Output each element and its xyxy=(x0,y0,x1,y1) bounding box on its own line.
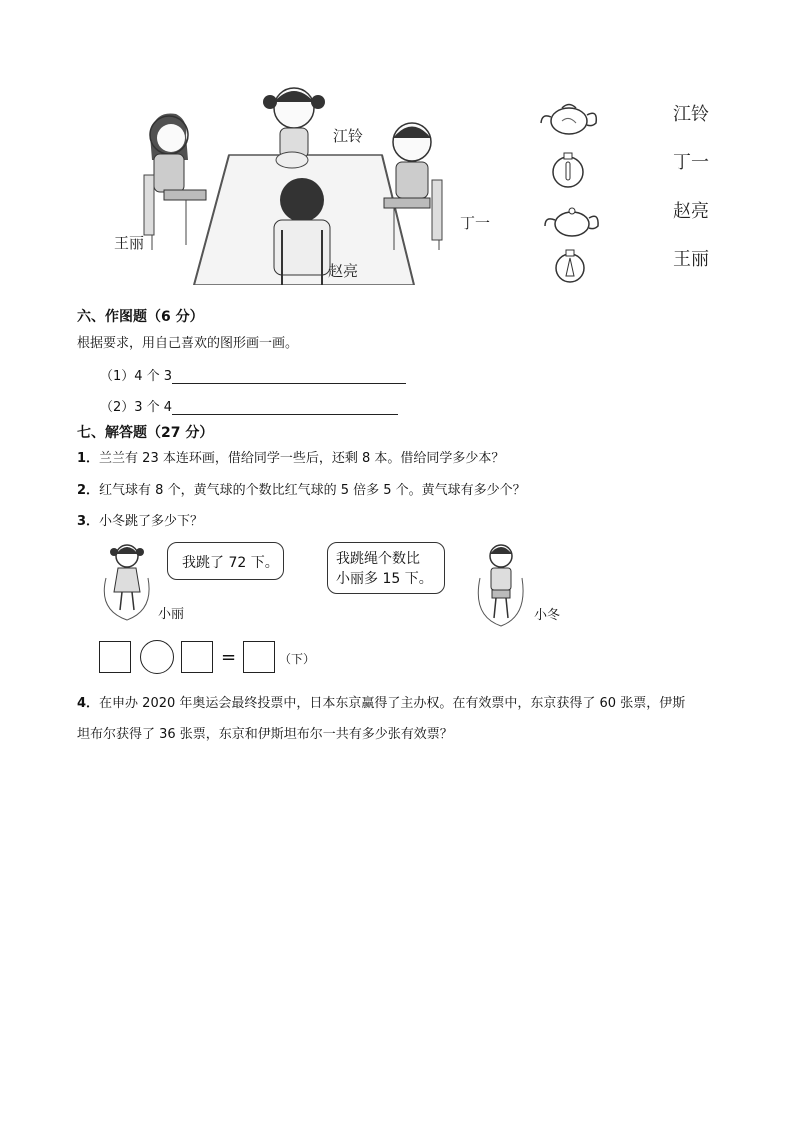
question-4-number: 4． xyxy=(77,696,100,711)
question-3-number: 3． xyxy=(77,514,100,529)
teapot-side-icon xyxy=(538,97,600,137)
speech-bubble-right-line1: 我跳绳个数比 xyxy=(336,551,420,567)
equation-box-1[interactable] xyxy=(99,641,131,673)
girl-wangli-figure xyxy=(144,113,206,250)
question-1 xyxy=(77,447,504,466)
section6-item-2 xyxy=(100,396,398,415)
question-3 xyxy=(77,510,203,529)
label-wangli: 王丽 xyxy=(114,234,145,252)
match-name-2: 丁一 xyxy=(673,152,709,173)
speech-bubble-left: 我跳了 72 下。 xyxy=(167,542,284,580)
section7-title: 七、解答题（27 分） xyxy=(77,425,214,441)
speech-bubble-right xyxy=(327,542,445,594)
label-jiangling: 江铃 xyxy=(333,127,364,145)
question-4-line2: 坦布尔获得了 36 张票，东京和伊斯坦布尔一共有多少张有效票？ xyxy=(77,727,453,742)
question-1-text: 兰兰有 23 本连环画，借给同学一些后，还剩 8 本。借给同学多少本？ xyxy=(99,451,505,466)
equation-box-2[interactable] xyxy=(181,641,213,673)
speech-bubble-right-line2: 小丽多 15 下。 xyxy=(336,571,433,587)
section6-title: 六、作图题（6 分） xyxy=(77,309,204,325)
section6-item-1 xyxy=(100,365,406,384)
name-xiaoli: 小丽 xyxy=(158,607,185,622)
name-xiaodong: 小冬 xyxy=(534,608,561,623)
equation-answer-box[interactable] xyxy=(243,641,275,673)
match-name-1: 江铃 xyxy=(673,104,709,125)
teapot-top-spout-icon xyxy=(550,248,590,284)
question-4 xyxy=(77,688,777,750)
label-dingyi: 丁一 xyxy=(460,214,491,232)
question-2-number: 2． xyxy=(77,483,100,498)
question-3-text: 小冬跳了多少下？ xyxy=(99,514,204,529)
answer-line-1[interactable] xyxy=(172,369,406,384)
equals-sign: = xyxy=(221,647,237,668)
equation-operator-circle[interactable] xyxy=(140,640,174,674)
question-1-number: 1． xyxy=(77,451,100,466)
equation-unit: （下） xyxy=(279,652,316,666)
boy-jumping-rope-icon xyxy=(470,540,532,628)
answer-line-2[interactable] xyxy=(172,400,398,415)
section6-item-1-prefix: （1）4 个 3 xyxy=(100,369,173,384)
section6-item-2-prefix: （2）3 个 4 xyxy=(100,400,173,415)
match-name-4: 王丽 xyxy=(673,249,709,270)
label-zhaoliang: 赵亮 xyxy=(328,262,359,280)
question-2-text: 红气球有 8 个，黄气球的个数比红气球的 5 倍多 5 个。黄气球有多少个？ xyxy=(99,483,526,498)
question-4-line1: 在申办 2020 年奥运会最终投票中，日本东京赢得了主办权。在有效票中，东京获得了 60 张票，伊斯 xyxy=(99,696,686,711)
question-2 xyxy=(77,479,526,498)
girl-jumping-rope-icon xyxy=(96,540,158,626)
boy-zhaoliang-figure xyxy=(274,178,330,285)
teapot-side-plain-icon xyxy=(543,202,601,238)
match-name-3: 赵亮 xyxy=(673,201,709,222)
section6-instruction: 根据要求，用自己喜欢的图形画一画。 xyxy=(77,336,299,351)
teapot-top-icon xyxy=(548,150,588,190)
classroom-table-illustration xyxy=(114,80,494,285)
